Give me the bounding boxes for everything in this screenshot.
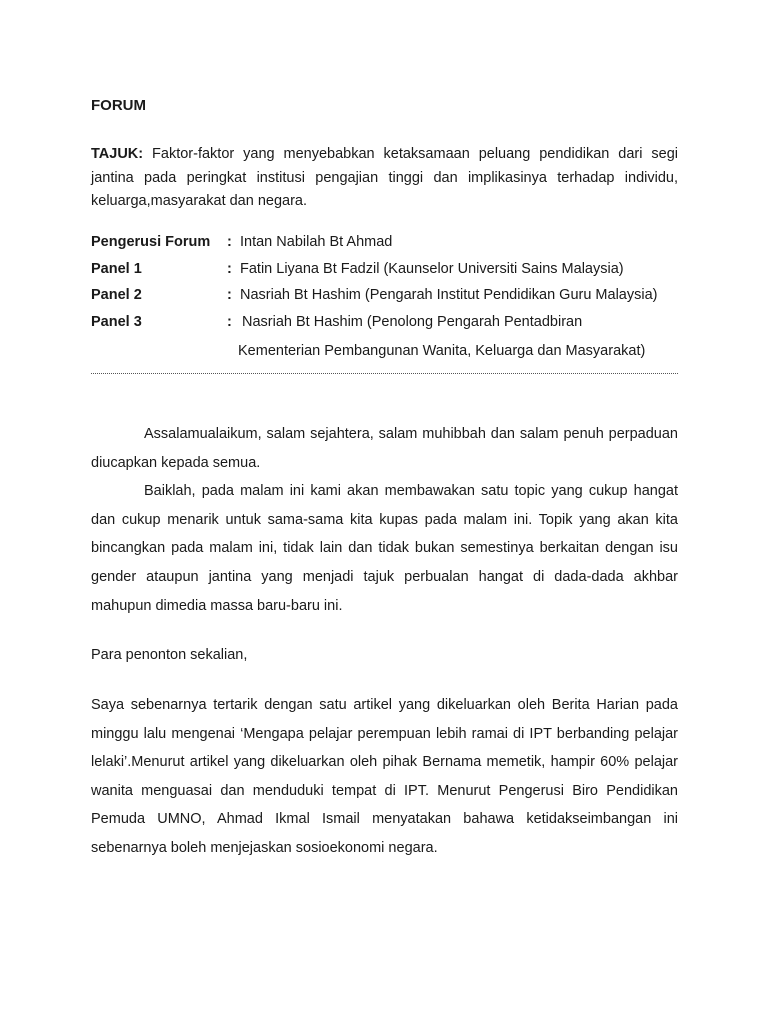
cast-role: Panel 2 bbox=[91, 287, 142, 303]
cast-colon: : bbox=[227, 287, 232, 303]
paragraph-article: Saya sebenarnya tertarik dengan satu artikel yang dikeluarkan oleh Berita Harian pada minggu lalu mengenai ‘Mengapa pelajar perempuan lebih ramai di IPT berbanding pelajar lelaki’.Menurut artikel yang dikeluarkan oleh pihak Bernama memetik, hampir 60% pelajar wanita menguasai dan menduduki tempat di IPT. Menurut Pengerusi Biro Pendidikan Pemuda UMNO, Ahmad Ikmal Ismail menyatakan bahawa ketidakseimbangan ini sebenarnya boleh menjejaskan sosioekonomi negara. bbox=[91, 697, 678, 856]
cast-role: Panel 1 bbox=[91, 260, 142, 277]
cast-row-panel-3 bbox=[91, 311, 691, 338]
cast-name: Nasriah Bt Hashim (Pengarah Institut Pendidikan Guru Malaysia) bbox=[240, 287, 658, 303]
topic-block bbox=[91, 143, 678, 214]
opening-paragraphs bbox=[91, 420, 678, 620]
cast-colon: : bbox=[227, 313, 232, 330]
document-heading: FORUM bbox=[91, 97, 146, 114]
topic-text: Faktor-faktor yang menyebabkan ketaksamaan peluang pendidikan dari segi jantina pada peringkat institusi pengajian tinggi dan implikasinya terhadap individu, keluarga,masyarakat dan negara. bbox=[91, 146, 678, 209]
cast-name: Fatin Liyana Bt Fadzil (Kaunselor Universiti Sains Malaysia) bbox=[240, 260, 624, 277]
paragraph-greeting: Assalamualaikum, salam sejahtera, salam muhibbah dan salam penuh perpaduan diucapkan kepada semua. bbox=[91, 426, 678, 471]
cast-colon: : bbox=[227, 260, 232, 277]
forum-cast-list bbox=[91, 231, 691, 337]
cast-row-panel-2 bbox=[91, 284, 691, 311]
topic-label: TAJUK: bbox=[91, 146, 144, 162]
dotted-divider bbox=[91, 373, 678, 374]
paragraph-topic-intro: Baiklah, pada malam ini kami akan membawakan satu topic yang cukup hangat dan cukup menarik untuk sama-sama kita kupas pada malam ini. Topik yang akan kita bincangkan pada malam ini, tidak lain dan tidak bukan semestinya berkaitan dengan isu gender ataupun jantina yang menjadi tajuk perbualan hangat di dada-dada akhbar mahupun dimedia massa baru-baru ini. bbox=[91, 483, 678, 614]
cast-colon: : bbox=[227, 234, 232, 250]
panel-3-continued: Kementerian Pembangunan Wanita, Keluarga dan Masyarakat) bbox=[238, 343, 646, 359]
cast-role: Pengerusi Forum bbox=[91, 234, 211, 250]
cast-row-panel-1 bbox=[91, 258, 691, 285]
cast-name: Intan Nabilah Bt Ahmad bbox=[240, 234, 393, 250]
cast-row-chairperson bbox=[91, 231, 691, 258]
cast-name: Nasriah Bt Hashim (Penolong Pengarah Pentadbiran bbox=[242, 313, 583, 330]
salutation: Para penonton sekalian, bbox=[91, 647, 248, 663]
cast-role: Panel 3 bbox=[91, 313, 142, 330]
